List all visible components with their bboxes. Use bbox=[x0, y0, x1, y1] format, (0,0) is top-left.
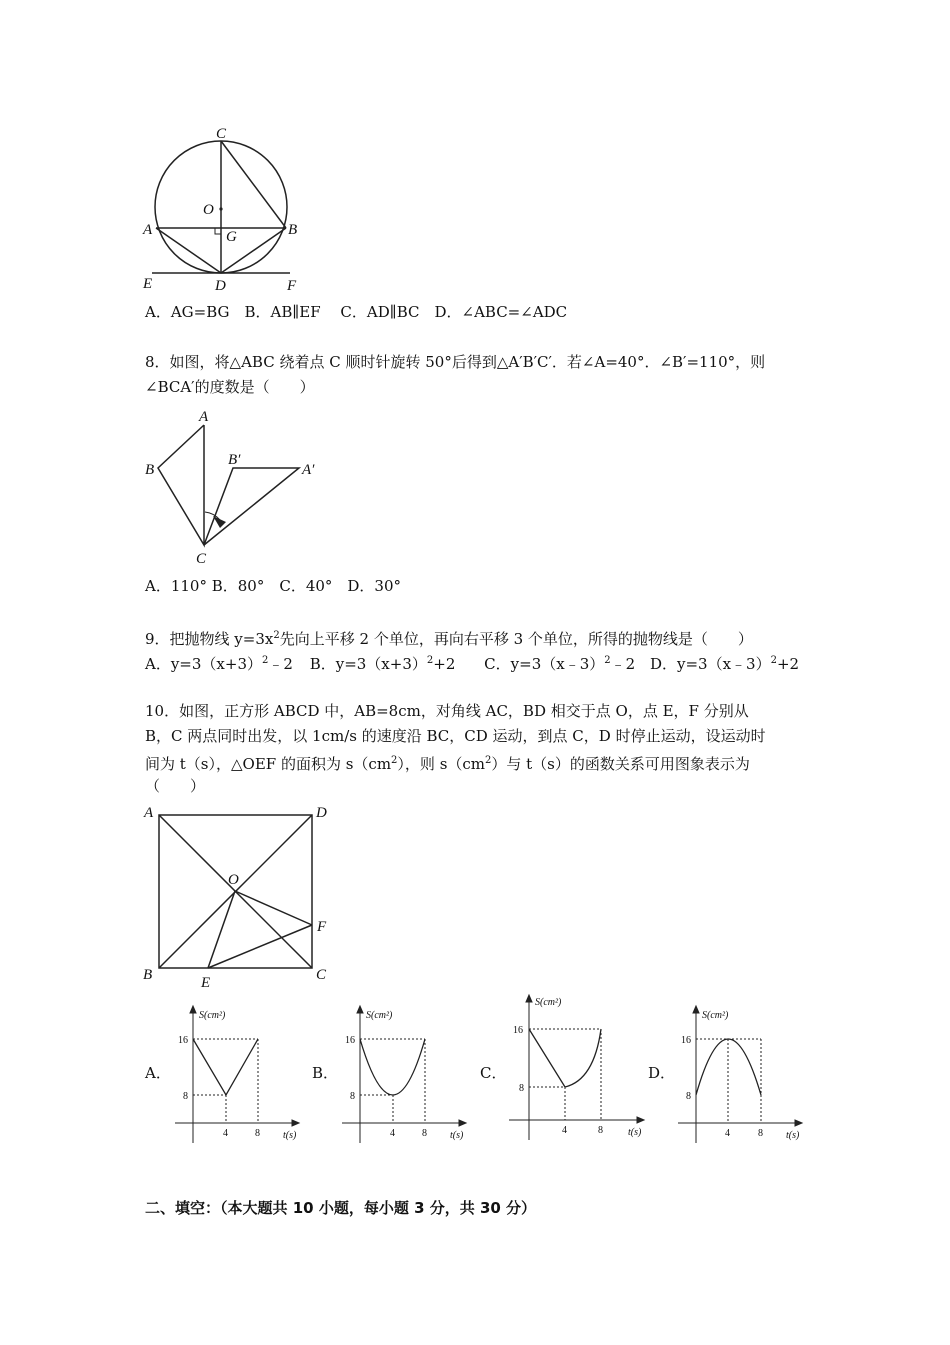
section2-heading-pre: 二、填空：（本大题共 bbox=[145, 1199, 293, 1217]
q8-options: A．110° B．80° C．40° D．30° bbox=[145, 577, 402, 595]
section2-heading-mid1: 小题，每小题 bbox=[313, 1199, 415, 1217]
graph-c-tick-8: 8 bbox=[519, 1083, 524, 1094]
q9-option-d-pre: D．y=3（x﹣3） bbox=[649, 655, 771, 673]
graph-a-tick-x8: 8 bbox=[255, 1128, 260, 1139]
q10-stem-line1: 10．如图，正方形 ABCD 中，AB=8cm，对角线 AC，BD 相交于点 O，点 E，F 分别从 bbox=[145, 702, 749, 720]
q10-graph-option-c-label: C． bbox=[480, 1064, 507, 1082]
graph-b-tick-8: 8 bbox=[350, 1091, 355, 1102]
graph-c-tick-x8: 8 bbox=[598, 1125, 603, 1136]
graph-b-tick-16: 16 bbox=[345, 1035, 355, 1046]
q9-option-b-pre: B．y=3（x+3） bbox=[309, 655, 427, 673]
q10-label-a: A bbox=[144, 805, 154, 821]
graph-c-x-label: t(s) bbox=[628, 1127, 642, 1138]
graph-b-y-label: S(cm²) bbox=[366, 1010, 393, 1021]
q9-option-d-sup: 2 bbox=[770, 655, 777, 666]
graph-a-tick-x4: 4 bbox=[223, 1128, 228, 1139]
q8-label-c: C bbox=[196, 551, 207, 567]
section2-heading-n3: 30 bbox=[479, 1199, 501, 1217]
graph-c-tick-x4: 4 bbox=[562, 1125, 567, 1136]
q10-line3-sup1: 2 bbox=[391, 755, 398, 766]
graph-d-tick-x4: 4 bbox=[725, 1128, 730, 1139]
q9-option-a-sup: 2 bbox=[262, 655, 269, 666]
q7-label-a: A bbox=[143, 222, 153, 238]
q7-label-d: D bbox=[215, 278, 226, 294]
q10-stem-line2: B，C 两点同时出发，以 1cm/s 的速度沿 BC，CD 运动，到点 C，D 时停止运动，设运动时 bbox=[145, 727, 766, 745]
graph-a-x-label: t(s) bbox=[283, 1130, 297, 1141]
q8-stem-line2: ∠BCA′的度数是（ ） bbox=[145, 378, 315, 396]
q10-line3-sup2: 2 bbox=[485, 755, 492, 766]
q10-graph-option-a-label: A． bbox=[145, 1064, 171, 1082]
q9-option-a-pre: A．y=3（x+3） bbox=[145, 655, 262, 673]
q9-stem-post: 先向上平移 2 个单位，再向右平移 3 个单位，所得的抛物线是（ ） bbox=[279, 630, 753, 648]
q8-label-b: B bbox=[145, 462, 155, 478]
graph-b-tick-x4: 4 bbox=[390, 1128, 395, 1139]
q9-option-c-post: ﹣2 bbox=[610, 655, 636, 673]
graph-b-tick-x8: 8 bbox=[422, 1128, 427, 1139]
q7-label-o: O bbox=[203, 202, 214, 218]
q9-option-c-sup: 2 bbox=[604, 655, 611, 666]
graph-a-tick-8: 8 bbox=[183, 1091, 188, 1102]
q7-label-b: B bbox=[288, 222, 298, 238]
q9-option-c-pre: C．y=3（x﹣3） bbox=[484, 655, 605, 673]
graph-b-x-label: t(s) bbox=[450, 1130, 464, 1141]
section2-heading-n2: 3 bbox=[414, 1199, 425, 1217]
section2-heading-n1: 10 bbox=[292, 1199, 314, 1217]
section2-heading-mid2: 分，共 bbox=[424, 1199, 480, 1217]
q8-label-bprime: B′ bbox=[228, 452, 241, 468]
q9-option-b-sup: 2 bbox=[426, 655, 434, 666]
q10-line3-post: ）与 t（s）的函数关系可用图象表示为 bbox=[491, 755, 750, 773]
q10-graph-option-b-label: B． bbox=[312, 1064, 339, 1082]
q8-label-a: A bbox=[199, 409, 209, 425]
graph-d-x-arrow bbox=[795, 1120, 802, 1126]
graph-c-y-label: S(cm²) bbox=[535, 997, 562, 1008]
q8-stem-line1: 8．如图，将△ABC 绕着点 C 顺时针旋转 50°后得到△A′B′C′．若∠A=40°．∠B′=110°，则 bbox=[145, 353, 766, 371]
q9-option-b-post: +2 bbox=[433, 655, 456, 673]
q10-graph-option-d-label: D． bbox=[648, 1064, 676, 1082]
graph-a-y-label: S(cm²) bbox=[199, 1010, 226, 1021]
q10-line3-pre: 间为 t（s），△OEF 的面积为 s（cm bbox=[145, 755, 392, 773]
q7-label-g: G bbox=[226, 229, 237, 245]
q9-option-d-post: +2 bbox=[776, 655, 800, 673]
graph-d-tick-16: 16 bbox=[681, 1035, 691, 1046]
graph-d-tick-x8: 8 bbox=[758, 1128, 763, 1139]
q10-label-o: O bbox=[228, 872, 239, 888]
q10-label-b: B bbox=[143, 967, 153, 983]
q10-line3-mid: ），则 s（cm bbox=[397, 755, 486, 773]
graph-d-x-label: t(s) bbox=[786, 1130, 800, 1141]
q10-label-d: D bbox=[316, 805, 327, 821]
q7-label-e: E bbox=[143, 276, 153, 292]
section2-heading bbox=[145, 1198, 536, 1218]
q7-options: A．AG=BG B．AB∥EF C．AD∥BC D．∠ABC=∠ADC bbox=[145, 303, 568, 321]
graph-a-tick-16: 16 bbox=[178, 1035, 188, 1046]
q9-stem-sup: 2 bbox=[273, 630, 280, 641]
q10-label-e: E bbox=[201, 975, 211, 991]
q9-stem-pre: 9．把抛物线 y=3x bbox=[145, 630, 274, 648]
q8-label-aprime: A′ bbox=[302, 462, 315, 478]
q7-label-f: F bbox=[287, 278, 297, 294]
graph-d-y-label: S(cm²) bbox=[702, 1010, 729, 1021]
q10-label-f: F bbox=[317, 919, 327, 935]
q10-stem-line4: （ ） bbox=[145, 777, 206, 795]
graph-c-tick-16: 16 bbox=[513, 1025, 523, 1036]
q10-label-c: C bbox=[316, 967, 327, 983]
q7-label-c: C bbox=[216, 126, 227, 142]
graph-d-tick-8: 8 bbox=[686, 1091, 691, 1102]
section2-heading-post: 分） bbox=[500, 1199, 537, 1217]
q9-option-a-post: ﹣2 bbox=[268, 655, 293, 673]
graph-d-y-arrow bbox=[693, 1006, 699, 1013]
